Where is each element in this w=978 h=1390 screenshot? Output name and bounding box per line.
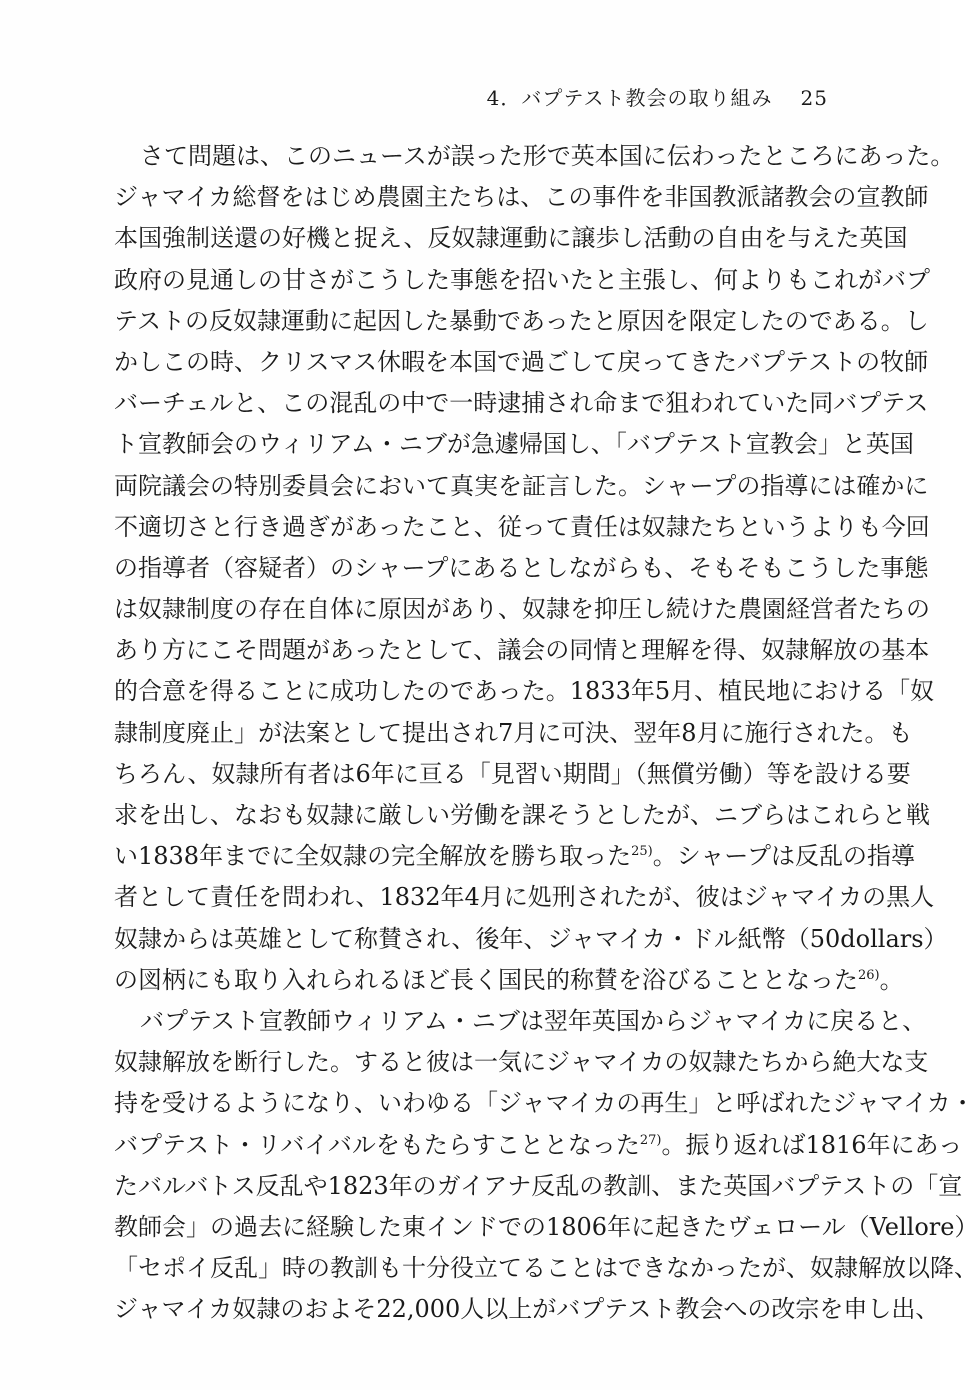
- text-line: さて問題は、このニュースが誤った形で英本国に伝わったところにあった。: [140, 142, 955, 170]
- text-line: ジャマイカ総督をはじめ農園主たちは、この事件を非国教派諸教会の宣教師: [114, 183, 929, 212]
- running-head: [487, 82, 828, 111]
- text-line: 政府の見通しの甘さがこうした事態を招いたと主張し、何よりもこれがバプ: [114, 265, 930, 294]
- text-line: [114, 836, 916, 877]
- text-segment: 。シャープは反乱の指導: [652, 842, 916, 871]
- text-line: たバルバトス反乱や1823年のガイアナ反乱の教訓、また英国バプテストの「宣: [114, 1171, 963, 1200]
- text-line: は奴隷制度の存在自体に原因があり、奴隷を抑圧し続けた農園経営者たちの: [114, 595, 930, 624]
- text-line: あり方にこそ問題があったとして、議会の同情と理解を得、奴隷解放の基本: [114, 636, 930, 665]
- text-line: [114, 960, 904, 1001]
- section-title: 4．バプテスト教会の取り組み: [486, 86, 773, 110]
- text-segment: い1838年までに全奴隷の完全解放を勝ち取った: [114, 842, 632, 871]
- text-segment: バプテスト・リバイバルをもたらすこととなった: [114, 1130, 640, 1159]
- text-line: 持を受けるようになり、いわゆる「ジャマイカの再生」と呼ばれたジャマイカ・: [114, 1089, 975, 1118]
- text-line: 「セポイ反乱」時の教訓も十分役立てることはできなかったが、奴隷解放以降、: [114, 1254, 978, 1283]
- text-line: ちろん、奴隷所有者は6年に亘る「見習い期間」（無償労働）等を設ける要: [114, 759, 911, 788]
- footnote-ref-25: 25): [631, 844, 653, 860]
- text-line: ト宣教師会のウィリアム・ニブが急遽帰国し、「バプテスト宣教会」と英国: [114, 430, 914, 459]
- text-line: バーチェルと、この混乱の中で一時逮捕され命まで狙われていた同バプテス: [114, 389, 929, 418]
- footnote-ref-26: 26): [858, 967, 880, 983]
- text-line: 求を出し、なおも奴隷に厳しい労働を課そうとしたが、ニブらはこれらと戦: [114, 801, 930, 829]
- text-segment: 。振り返れば1816年にあっ: [661, 1130, 963, 1159]
- text-line: 的合意を得ることに成功したのであった。1833年5月、植民地における「奴: [114, 677, 935, 706]
- text-line: [114, 1125, 963, 1166]
- text-line: の指導者（容疑者）のシャープにあるとしながらも、そもそもこうした事態: [114, 553, 929, 582]
- text-line: 教師会」の過去に経験した東インドでの1806年に起きたヴェロール（Vellore）: [114, 1212, 978, 1241]
- footnote-ref-27: 27): [639, 1132, 662, 1148]
- text-segment: の図柄にも取り入れられるほど長く国民的称賛を浴びることとなった: [114, 965, 858, 994]
- text-line: ジャマイカ奴隷のおよそ22,000人以上がバプテスト教会への改宗を申し出、: [114, 1295, 940, 1324]
- text-line: 本国強制送還の好機と捉え、反奴隷運動に譲歩し活動の自由を与えた英国: [114, 224, 908, 253]
- text-line: 両院議会の特別委員会において真実を証言した。シャープの指導には確かに: [114, 471, 929, 500]
- text-line: 奴隷からは英雄として称賛され、後年、ジャマイカ・ドル紙幣（50dollars）: [114, 924, 948, 953]
- text-line: 不適切さと行き過ぎがあったこと、従って責任は奴隷たちというよりも今回: [114, 512, 930, 541]
- text-line: 奴隷解放を断行した。すると彼は一気にジャマイカの奴隷たちから絶大な支: [114, 1048, 929, 1077]
- body-text: [114, 136, 978, 1330]
- text-line: バプテスト宣教師ウィリアム・ニブは翌年英国からジャマイカに戻ると、: [140, 1006, 927, 1035]
- text-line: 隷制度廃止」が法案として提出され7月に可決、翌年8月に施行された。も: [114, 718, 913, 747]
- page-number: 25: [800, 86, 828, 110]
- text-line: 者として責任を問われ、1832年4月に処刑されたが、彼はジャマイカの黒人: [114, 883, 935, 912]
- text-segment: 。: [879, 965, 904, 994]
- text-line: かしこの時、クリスマス休暇を本国で過ごして戻ってきたバプテストの牧師: [114, 347, 929, 376]
- text-line: テストの反奴隷運動に起因した暴動であったと原因を限定したのである。し: [114, 306, 929, 335]
